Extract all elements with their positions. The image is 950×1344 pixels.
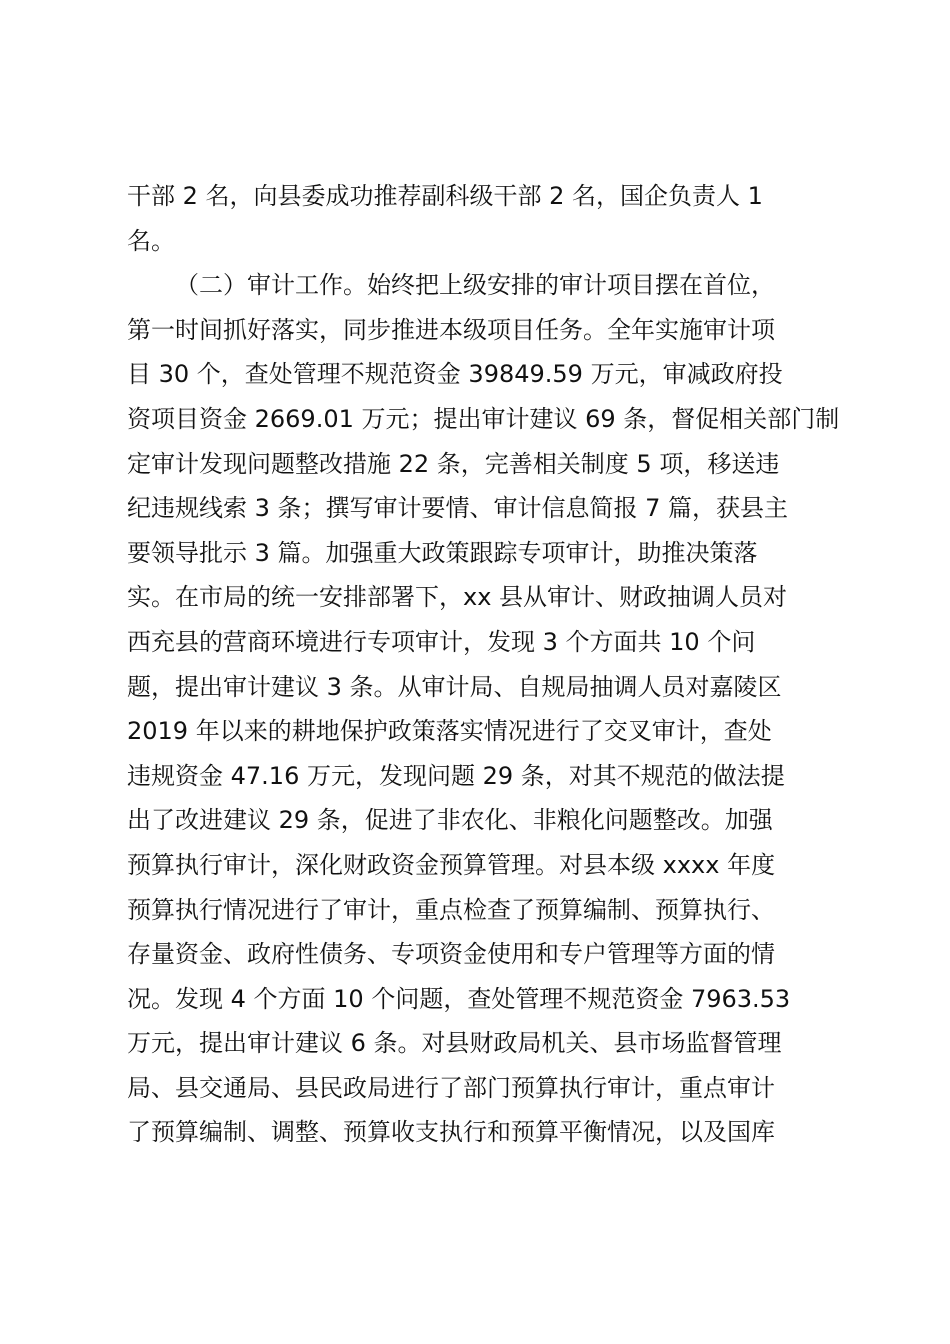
text-line: 了预算编制、调整、预算收支执行和预算平衡情况，以及国库 xyxy=(127,1118,775,1147)
text-line: 名。 xyxy=(127,226,175,255)
text-line-content: 资项目资金 2669.01 万元；提出审计建议 69 条，督促相关部门制 xyxy=(127,404,840,433)
text-line: 存量资金、政府性债务、专项资金使用和专户管理等方面的情 xyxy=(127,940,775,969)
text-line: 2019 年以来的耕地保护政策落实情况进行了交叉审计，查处 xyxy=(127,717,772,746)
text-line: 西充县的营商环境进行专项审计，发现 3 个方面共 10 个问 xyxy=(127,627,756,656)
text-line-overlapped xyxy=(127,397,840,442)
text-line: 第一时间抓好落实，同步推进本级项目任务。全年实施审计项 xyxy=(127,315,775,344)
text-line: 况。发现 4 个方面 10 个问题，查处管理不规范资金 7963.53 xyxy=(127,984,791,1013)
text-line: 预算执行审计，深化财政资金预算管理。对县本级 xxxx 年度 xyxy=(127,850,776,879)
text-line: 实。在市局的统一安排部署下，xx 县从审计、财政抽调人员对 xyxy=(127,583,788,612)
section-heading-line: （二）审计工作。始终把上级安排的审计项目摆在首位， xyxy=(175,271,775,300)
text-line: 预算执行情况进行了审计，重点检查了预算编制、预算执行、 xyxy=(127,895,775,924)
text-line: 出了改进建议 29 条，促进了非农化、非粮化问题整改。加强 xyxy=(127,806,773,835)
text-line: 纪违规线索 3 条；撰写审计要情、审计信息简报 7 篇，获县主 xyxy=(127,494,789,523)
text-line: 局、县交通局、县民政局进行了部门预算执行审计，重点审计 xyxy=(127,1073,775,1102)
text-line: 违规资金 47.16 万元，发现问题 29 条，对其不规范的做法提 xyxy=(127,761,785,790)
body-text xyxy=(127,174,840,1155)
text-line: 目 30 个，查处管理不规范资金 39849.59 万元，审减政府投 xyxy=(127,360,783,389)
text-line: 题，提出审计建议 3 条。从审计局、自规局抽调人员对嘉陵区 xyxy=(127,672,782,701)
text-line: 干部 2 名，向县委成功推荐副科级干部 2 名，国企负责人 1 xyxy=(127,182,763,210)
text-line: 定审计发现问题整改措施 22 条，完善相关制度 5 项，移送违 xyxy=(127,449,780,478)
text-line: 万元，提出审计建议 6 条。对县财政局机关、县市场监督管理 xyxy=(127,1029,782,1058)
text-line: 要领导批示 3 篇。加强重大政策跟踪专项审计，助推决策落 xyxy=(127,538,758,567)
